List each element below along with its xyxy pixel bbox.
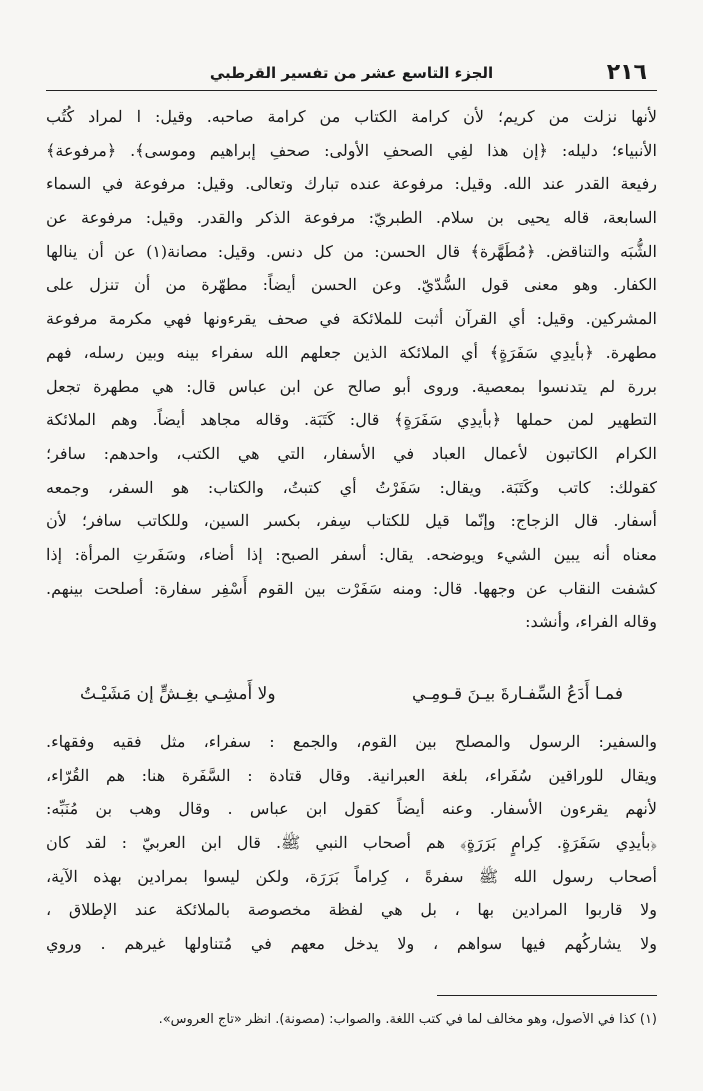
text-line: لأنها نزلت من كريم؛ لأن كرامة الكتاب من كرامة صاحبه. وقيل: ا لمراد كُتُب <box>46 107 657 126</box>
verse-first-hemistich: فمـا أَدَعُ السِّفـارةَ بيـنَ قـومِـي <box>411 684 623 704</box>
text-line: وقاله الفراء، وأنشد: <box>525 612 657 632</box>
text-line: الشُّبَه والتناقض. ﴿مُطَهَّرة﴾ قال الحسن: من كل دنس. وقيل: مصانة(١) عن أن ينالها <box>46 241 657 261</box>
footnote: (١) كذا في الأصول، وهو مخالف لما في كتب اللغة. والصواب: (مصونة). انظر «تاج العروس». <box>158 1012 657 1027</box>
text-line: الأنبياء؛ دليله: ﴿إن هذا لفِي الصحفِ الأولى: صحفِ إبراهيم وموسى﴾. ﴿مرفوعة﴾ <box>46 140 657 160</box>
text-line: معناه أنه يبين الشيء ويوضحه. يقال: أسفر الصبح: إذا أضاء، وسَفَرتِ المرأة: إذا <box>46 544 657 564</box>
page-header <box>46 56 657 91</box>
text-line: الكرام الكاتبون لأعمال العباد في الأسفار، التي هي الكتب، واحدهم: سافر؛ <box>46 443 657 463</box>
text-line: المشركين. وقيل: أي القرآن أثبت للملائكة في صحف يقرءونها فهي مكرمة مرفوعة <box>46 309 657 329</box>
text-line: مطهرة. ﴿بأيدِي سَفَرَةٍ﴾ أي الملائكة الذين جعلهم الله سفراء بينه وبين رسله، فهم <box>46 342 657 362</box>
text-line: الكفار. وهو معنى قول السُّدّيّ. وعن الحسن أيضاً: مطهّرة من أن تنزل على <box>46 275 657 295</box>
text-line: أسفار. قال الزجاج: وإنّما قيل للكتاب سِفر، بكسر السين، وللكاتب سافر؛ لأن <box>46 511 657 531</box>
text-line: لأنهم يقرءون الأسفار. وعنه أيضاً كقول ابن عباس . وقال وهب بن مُنَبِّه: <box>46 799 657 819</box>
verse-second-hemistich: ولا أَمشِـي بغِـشٍّ إن مَشَيْـتُ <box>80 684 276 704</box>
running-title: الجزء التاسع عشر من تفسير القرطبي <box>209 64 494 82</box>
text-line: السابعة، قاله يحيى بن سلام. الطبريّ: مرفوعة الذكر والقدر. وقيل: مرفوعة عن <box>46 208 657 228</box>
text-line: بررة لم يتدنسوا بمعصية. وروى أبو صالح عن ابن عباس قال: هي مطهرة تجعل <box>46 376 657 396</box>
text-line: ولا يشاركُهم فيها سواهم ، ولا يدخل معهم في مُتناولها غيرهم . وروي <box>46 934 657 954</box>
text-line: والسفير: الرسول والمصلح بين القوم، والجمع : سفراء، مثل فقيه وفقهاء. <box>46 732 657 751</box>
text-line: ﴿بأيدِي سَفَرَةٍ. كِرامٍ بَرَرَةٍ﴾ هم أصحاب النبي ﷺ. قال ابن العربيّ : لقد كان <box>46 833 657 853</box>
text-line: التطهير لمن حملها ﴿بأيدِي سَفَرَةٍ﴾ قال: كَتَبَة. وقاله مجاهد أيضاً. وهم الملائكة <box>46 410 657 430</box>
text-line: ويقال للوراقين سُفَراء، بلغة العبرانية. وقال قتادة : السَّفَرة هنا: هم القُرّاء، <box>46 765 657 785</box>
footnote-separator <box>437 995 657 996</box>
text-line: رفيعة القدر عند الله. وقيل: مرفوعة عنده تبارك وتعالى. وقيل: مرفوعة في السماء <box>46 174 657 194</box>
text-line: كقولك: كاتب وكَتَبَة. ويقال: سَفَرْتُ أي كتبتُ، والكتاب: هو السفر، وجمعه <box>46 477 657 497</box>
page-number: ٢١٦ <box>606 60 647 85</box>
text-line: أصحاب رسول الله ﷺ سفرةً ، كِراماً بَرَرَة، ولكن ليسوا بمرادين بهذه الآية، <box>46 866 657 886</box>
main-text-continued <box>46 725 657 961</box>
text-line: ولا قاربوا المرادين بها ، بل هي لفظة مخصوصة بالملائكة عند الإطلاق ، <box>46 900 657 920</box>
text-line: كشفت النقاب عن وجهها. قال: ومنه سَفَرْت بين القوم أَسْفِر سفارة: أصلحت بينهم. <box>46 578 657 598</box>
poetry-verse <box>80 674 623 714</box>
main-text <box>46 100 657 639</box>
